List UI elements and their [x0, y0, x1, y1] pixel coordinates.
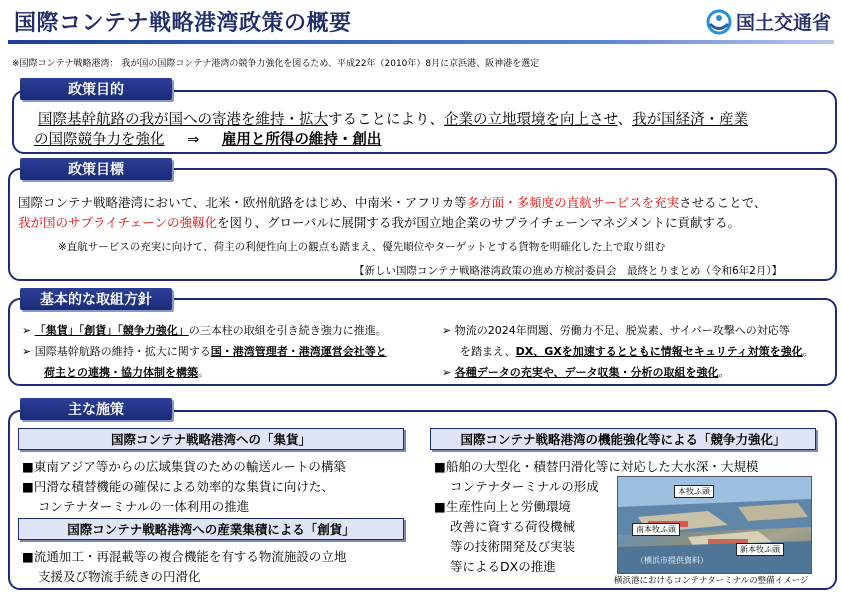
approach-left-1: [22, 322, 387, 338]
approach-left-3a: 荷主との連携・協力体制を構築: [44, 366, 198, 379]
square-bullet-icon: ■: [434, 499, 446, 514]
target-tag: 政策目標: [20, 158, 172, 180]
mlit-logo-icon: [706, 9, 732, 35]
create-item-1b: 支援及び物流手続きの円滑化: [38, 569, 201, 584]
approach-tag: 基本的な取組方針: [20, 288, 172, 310]
square-bullet-icon: ■: [22, 479, 34, 494]
approach-left-1a: 「集貨」「創貨」「競争力強化」: [34, 324, 189, 337]
mlit-logo: [706, 8, 831, 35]
purpose-text-1a: 国際基幹航路の我が国への寄港を維持・拡大: [38, 112, 328, 128]
photo-caption: 横浜港におけるコンテナターミナルの整備イメージ: [614, 576, 809, 586]
target-note: ※直航サービスの充実に向けて、荷主の利便性向上の観点も踏まえ、優先順位やターゲットとする貨物を明確化した上で取り組む: [58, 241, 666, 253]
compete-head: 国際コンテナ戦略港湾の機能強化等による「競争力強化」: [430, 428, 816, 450]
target-text-1a: 国際コンテナ戦略港湾において、北米・欧州航路をはじめ、中南米・アフリカ等: [18, 195, 467, 210]
target-text-1b: 多方面・多頻度の直航サービスを充実: [466, 195, 680, 210]
port-photo: [617, 476, 812, 574]
square-bullet-icon: ■: [22, 459, 34, 474]
collect-item-2: [22, 477, 334, 495]
collect-item-1: [22, 457, 346, 475]
create-item-1: [22, 547, 346, 565]
target-line-1: [18, 193, 766, 211]
purpose-text-1d: 、: [617, 112, 633, 128]
approach-left-2: [22, 343, 387, 359]
purpose-text-1e: 我が国経済・産業: [632, 112, 749, 128]
collect-item-1-text: 東南アジア等からの広域集貨のための輸送ルートの構築: [33, 459, 346, 474]
title-underline: [8, 40, 834, 44]
square-bullet-icon: ■: [434, 459, 446, 474]
purpose-line-1: [38, 108, 748, 129]
approach-left-1b: の三本柱の取組を引き続き強力に推進。: [188, 324, 387, 337]
compete-item-2d: 等によるDXの推進: [450, 559, 556, 574]
compete-item-2: [434, 497, 571, 515]
bullet-arrow-icon: ➢: [442, 366, 452, 379]
approach-right-3a: 各種データの充実や、データ収集・分析の取組を強化: [454, 366, 719, 379]
collect-item-2-text-a: 円滑な積替機能の確保による効率的な集貨に向けた、: [33, 479, 334, 494]
purpose-tag: 政策目的: [20, 78, 172, 100]
page-title: 国際コンテナ戦略港湾政策の概要: [14, 11, 352, 36]
compete-item-1b: コンテナターミナルの形成: [450, 479, 599, 494]
purpose-text-1b: することにより、: [328, 112, 444, 128]
approach-left-3b: 。: [198, 366, 209, 379]
collect-item-2b: コンテナターミナルの一体利用の推進: [38, 499, 250, 514]
target-text-1c: させることで、: [679, 195, 767, 210]
approach-left-2b: 国・港湾管理者・港湾運営会社等と: [210, 345, 387, 358]
approach-right-2a: を踏まえ、: [460, 345, 516, 358]
measures-tag: 主な施策: [20, 398, 172, 420]
approach-right-2: [460, 343, 814, 359]
approach-left-3: [44, 364, 209, 380]
purpose-text-2b: 雇用と所得の維持・創出: [221, 132, 382, 148]
photo-credit: （横浜市提供資料）: [636, 556, 708, 565]
purpose-line-2: [34, 128, 381, 149]
target-line-2: [18, 213, 740, 231]
purpose-text-2a: の国際競争力を強化: [34, 132, 165, 148]
target-text-2b: を図り、グローバルに展開する我が国立地企業のサプライチェーンマネジメントに貢献する。: [217, 215, 741, 230]
target-text-2a: 我が国のサプライチェーンの強靱化: [18, 215, 218, 230]
approach-right-2c: 。: [802, 345, 814, 358]
approach-left-2a: 国際基幹航路の維持・拡大に関する: [34, 345, 211, 358]
approach-right-1: [442, 322, 790, 338]
compete-item-2c: 等の技術開発及び実装: [450, 539, 576, 554]
approach-right-1a: 物流の2024年問題、労働力不足、脱炭素、サイバー攻撃への対応等: [454, 324, 790, 337]
collect-head: 国際コンテナ戦略港湾への「集貨」: [18, 428, 404, 450]
create-item-1-text-a: 流通加工・再混載等の複合機能を有する物流施設の立地: [33, 549, 347, 564]
photo-label-minami-honmoku: 南本牧ふ頭: [632, 523, 680, 536]
square-bullet-icon: ■: [22, 549, 34, 564]
compete-item-2-text-a: 生産性向上と労働環境: [445, 499, 571, 514]
approach-right-3: [442, 364, 730, 380]
purpose-text-1c: 企業の立地環境を向上させ: [444, 112, 618, 128]
bullet-arrow-icon: ➢: [442, 324, 452, 337]
bullet-arrow-icon: ➢: [22, 345, 32, 358]
compete-item-1: [434, 457, 758, 475]
compete-item-2b: 改善に資する荷役機械: [450, 519, 576, 534]
bullet-arrow-icon: ➢: [22, 324, 32, 337]
target-source: 【新しい国際コンテナ戦略港湾政策の進め方検討委員会 最終とりまとめ（令和6年2月）】: [354, 265, 783, 277]
purpose-arrow: ⇒: [187, 132, 200, 148]
logo-text: 国土交通省: [736, 12, 832, 34]
photo-label-shin-honmoku: 新本牧ふ頭: [736, 543, 784, 556]
compete-item-1-text-a: 船舶の大型化・積替円滑化等に対応した大水深・大規模: [445, 459, 759, 474]
top-note: ※国際コンテナ戦略港湾： 我が国の国際コンテナ港湾の競争力強化を図るため、平成22年（2010年）8月に京浜港、阪神港を選定: [12, 59, 540, 69]
approach-right-3b: 。: [718, 366, 730, 379]
create-head: 国際コンテナ戦略港湾への産業集積による「創貨」: [18, 518, 404, 540]
approach-right-2b: DX、GXを加速するとともに情報セキュリティ対策を強化: [515, 345, 803, 358]
photo-label-honmoku: 本牧ふ頭: [674, 485, 714, 498]
